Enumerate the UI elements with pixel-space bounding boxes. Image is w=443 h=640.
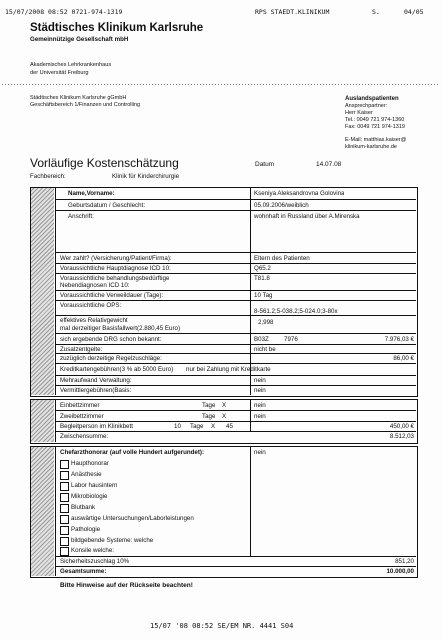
subtotal-label: Zwischensumme: xyxy=(60,433,109,440)
supplementary-fees-label: Zusatzentgelte: xyxy=(60,346,103,353)
fax-header-left: 15/07/2008 08:52 0721-974-1319 xyxy=(5,8,123,16)
payer-label: Wer zahlt? (Versicherung/Patient/Firma): xyxy=(60,255,172,262)
checkbox-microbiology[interactable] xyxy=(60,493,69,502)
secondary-diagnosis-value: T81.8 xyxy=(254,275,270,282)
clinic-title: Städtisches Klinikum Karlsruhe xyxy=(30,22,204,34)
checkbox-external-tests[interactable] xyxy=(60,515,69,524)
clinic-subtitle: Gemeinnützige Gesellschaft mbH xyxy=(30,36,129,43)
credit-card-fee-note: nur bei Zahlung mit Kreditkarte xyxy=(186,366,271,373)
contact-email: E-Mail: matthias.kaiser@ xyxy=(345,137,407,143)
ops-value: 8-561.2;5-038.2;5-024.0;3-80x xyxy=(254,308,338,315)
total-label: Gesamtsumme: xyxy=(60,568,107,575)
main-diagnosis-label: Voraussichtliche Hauptdiagnose ICD 10: xyxy=(60,265,171,272)
relative-weight-label-1: effektives Relativgewicht xyxy=(60,317,128,324)
single-room-label: Einbettzimmer xyxy=(60,402,100,409)
item-lab-internal: Labor hausintern xyxy=(71,482,118,489)
checkbox-lab-internal[interactable] xyxy=(60,482,69,491)
checkbox-imaging[interactable] xyxy=(60,537,69,546)
safety-surcharge-label: Sicherheitszuschlag 10% xyxy=(60,558,130,565)
drg-label: sich ergebende DRG schon bekannt: xyxy=(60,336,162,343)
item-blood-bank: Blutbank xyxy=(71,504,96,511)
length-of-stay-label: Voraussichtliche Verweildauer (Tage): xyxy=(60,292,164,299)
date-value: 14.07.08 xyxy=(316,161,342,168)
name-label: Name,Vorname: xyxy=(68,190,115,197)
supplementary-fees-value: nicht be xyxy=(254,346,276,353)
main-diagnosis-value: Q65.2 xyxy=(254,265,271,272)
companion-value: 450,00 € xyxy=(389,423,414,430)
name-value: Kseniya Aleksandrovna Golovina xyxy=(254,190,345,197)
address-value: wohnhaft in Russland über A.Mirenska xyxy=(254,213,360,220)
affiliation-line2: der Universität Freiburg xyxy=(30,70,89,76)
companion-label: Begleitperson im Klinikbett xyxy=(60,423,133,430)
total-value: 10.000,00 xyxy=(386,568,414,575)
checkbox-consults[interactable] xyxy=(60,547,69,556)
companion-days: 10 xyxy=(174,423,181,430)
drg-code: B03Z xyxy=(254,336,269,343)
admin-overhead-label: Mehraufwand Verwaltung: xyxy=(60,377,132,384)
perforation-line xyxy=(2,84,438,85)
drg-number: 7976 xyxy=(284,336,298,343)
single-room-value: nein xyxy=(254,402,266,409)
ops-label: Voraussichtliche OPS: xyxy=(60,302,122,309)
department-label: Fachbereich: xyxy=(30,173,66,180)
item-main-fee: Haupthonorar xyxy=(71,460,109,467)
checkbox-anesthesia[interactable] xyxy=(60,471,69,480)
contact-label: Ansprechpartner: xyxy=(345,103,388,109)
length-of-stay-value: 10 Tag xyxy=(254,292,273,299)
single-room-x: X xyxy=(222,402,227,409)
contact-fax: Fax: 0049 721 974-1319 xyxy=(345,124,405,130)
double-room-value: nein xyxy=(254,413,266,420)
standard-surcharge-value: 86,00 € xyxy=(393,355,414,362)
double-room-label: Zweibettzimmer xyxy=(60,413,104,420)
item-pathology: Pathologie xyxy=(71,526,101,533)
fax-header-page: 04/05 xyxy=(404,8,424,16)
admin-overhead-value: nein xyxy=(254,377,266,384)
subtotal-value: 8.512,03 xyxy=(389,433,414,440)
double-room-unit: Tage xyxy=(202,413,216,420)
credit-card-fee-label: Kreditkartengebühren(3 % ab 5000 Euro) xyxy=(60,366,174,373)
checkbox-main-fee[interactable] xyxy=(60,460,69,469)
fax-header-sender: RPS STAEDT.KLINIKUM xyxy=(255,8,330,16)
relative-weight-label-2: mal derzeitiger Basisfallwert(2.880,45 Euro) xyxy=(60,325,181,332)
sender-line1: Städtisches Klinikum Karlsruhe gGmbH xyxy=(30,95,127,101)
drg-amount: 7.976,03 € xyxy=(384,336,414,343)
contact-email-domain: klinikum-karlsruhe.de xyxy=(345,144,397,150)
sender-line2: Geschäftsbereich 1/Finanzen und Controlling xyxy=(30,102,141,108)
safety-surcharge-value: 851,20 xyxy=(395,558,414,565)
standard-surcharge-label: zuzüglich derzeitige Regelzuschläge: xyxy=(60,355,162,362)
chief-physician-label: Chefarzthonorar (auf volle Hundert aufgerundet): xyxy=(60,449,205,456)
checkbox-pathology[interactable] xyxy=(60,526,69,535)
companion-unit: Tage xyxy=(190,423,204,430)
secondary-diagnosis-label-2: Nebendiagnosen ICD 10: xyxy=(60,282,130,289)
relative-weight-value: 2,998 xyxy=(258,319,274,326)
contact-department: Auslandspatienten xyxy=(345,96,399,102)
item-microbiology: Mikrobiologie xyxy=(71,493,108,500)
fax-header-page-prefix: S. xyxy=(372,8,380,16)
payer-value: Eltern des Patienten xyxy=(254,255,310,262)
agent-fee-value: nein xyxy=(254,387,266,394)
fax-footer: 15/07 '08 08:52 SE/EM NR. 4441 S04 xyxy=(150,622,294,630)
department-value: Klinik für Kinderchirurgie xyxy=(112,173,180,180)
double-room-x: X xyxy=(222,413,227,420)
contact-name: Herr Kaiser xyxy=(345,110,373,116)
dob-value: 05.09.2006/weiblich xyxy=(254,202,309,209)
item-imaging: bildgebende Systeme: welche xyxy=(71,537,154,544)
item-external-tests: auswärtige Untersuchungen/Laborleistungen xyxy=(71,515,194,522)
address-label: Anschrift: xyxy=(68,213,94,220)
chief-physician-value: nein xyxy=(254,449,266,456)
single-room-unit: Tage xyxy=(202,402,216,409)
affiliation-line1: Akademisches Lehrkrankenhaus xyxy=(30,62,112,68)
checkbox-blood-bank[interactable] xyxy=(60,504,69,513)
item-consults: Konsile welche: xyxy=(71,547,114,554)
secondary-diagnosis-label-1: Voraussichtliche behandlungsbedürftige xyxy=(60,275,170,282)
date-label: Datum xyxy=(255,161,275,168)
back-side-notice: Bitte Hinweise auf der Rückseite beachten! xyxy=(60,582,193,589)
contact-tel: Tel.: 0049 721 974-1360 xyxy=(345,117,405,123)
companion-price: 45 xyxy=(226,423,233,430)
item-anesthesia: Anästhesie xyxy=(71,471,102,478)
dob-label: Geburtsdatum / Geschlecht: xyxy=(68,202,146,209)
companion-x: X xyxy=(211,423,216,430)
document-title: Vorläufige Kostenschätzung xyxy=(30,156,179,170)
agent-fee-label: Vermittlergebühren(Basis: xyxy=(60,387,132,394)
